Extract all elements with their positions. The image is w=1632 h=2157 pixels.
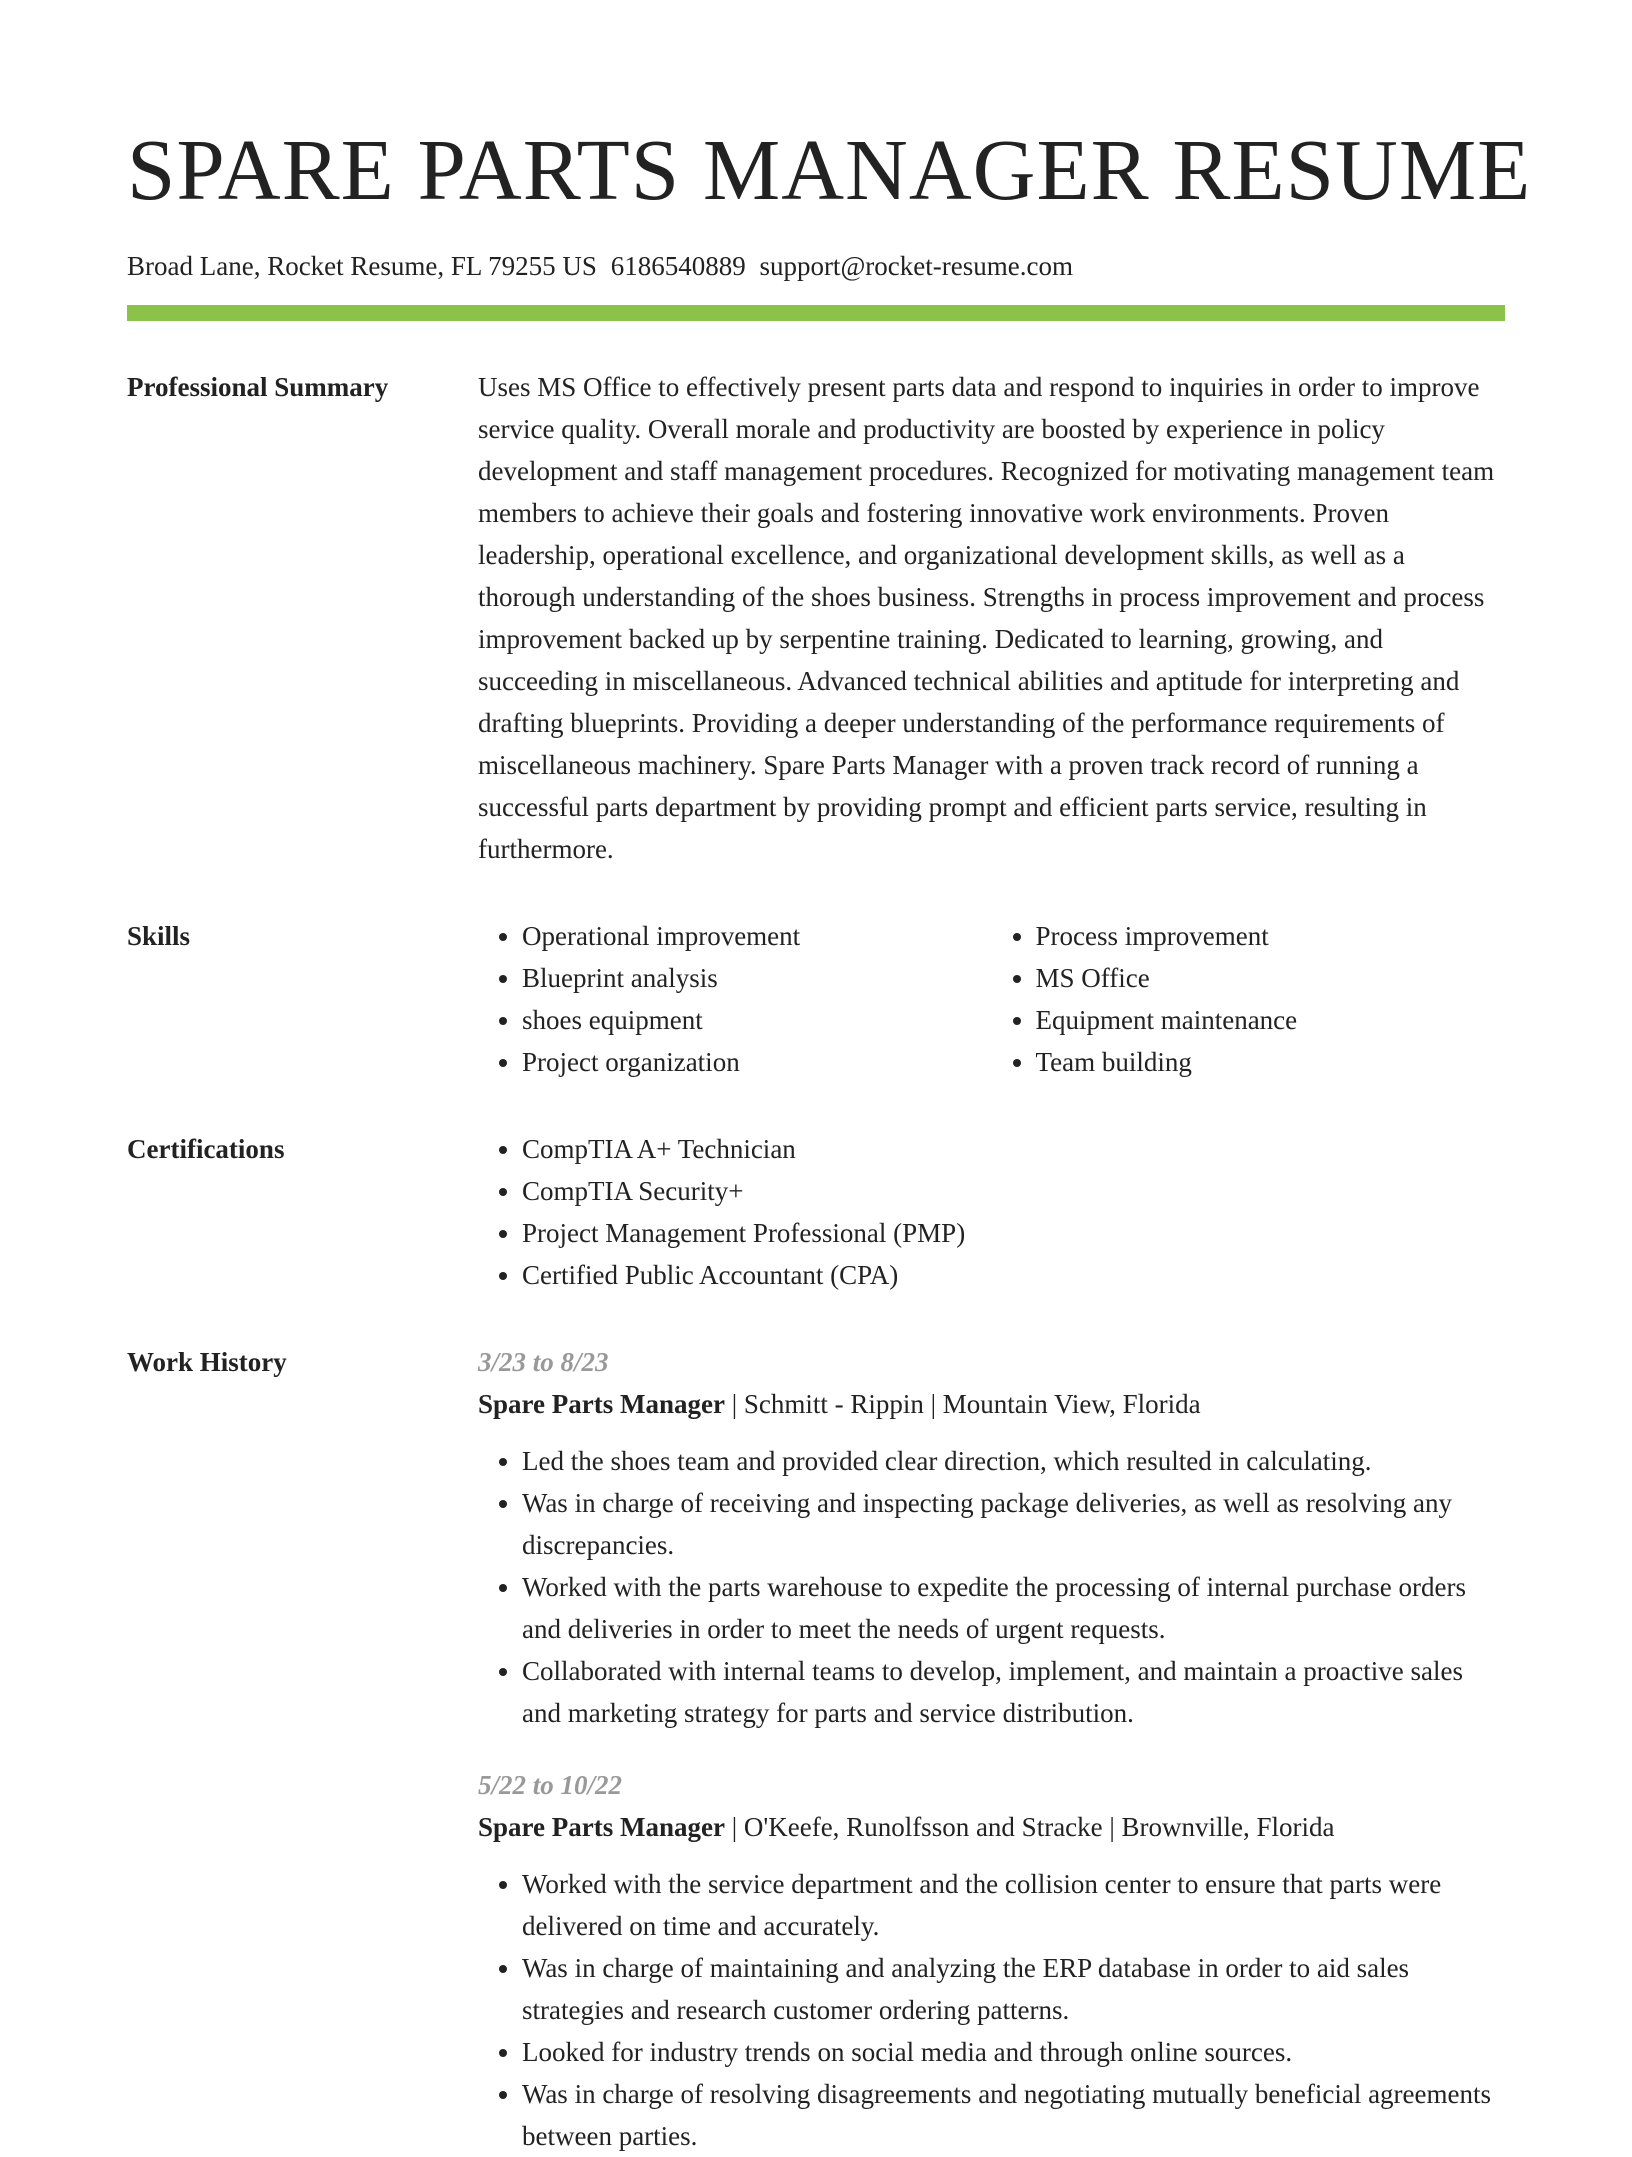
skill-item: • Operational improvement [522,915,992,957]
skill-item: • Equipment maintenance [1036,999,1506,1041]
job-bullet: • Was in charge of maintaining and analyzing the ERP database in order to aid sales strategies and research customer ordering patterns. [522,1947,1505,2031]
section-summary [127,371,1505,870]
contact-phone: 6186540889 [610,251,746,281]
resume-name: SPARE PARTS MANAGER RESUME [127,121,1532,218]
job-bullet: • Worked with the service department and the collision center to ensure that parts were delivered on time and accurately. [522,1863,1505,1947]
job-dates: 3/23 to 8/23 [478,1347,609,1377]
job-bullet: • Looked for industry trends on social media and through online sources. [522,2031,1505,2073]
skills-grid [478,915,1505,1083]
skill-item: • Blueprint analysis [522,957,992,999]
skill-item: • Team building [1036,1041,1506,1083]
job-heading [478,1383,1505,1425]
certification-item: • Certified Public Accountant (CPA) [522,1254,1505,1296]
job-details: | Schmitt - Rippin | Mountain View, Florida [724,1389,1201,1419]
contact-line [127,248,1505,284]
section-body-certifications [478,1128,1505,1296]
skill-item: • MS Office [1036,957,1506,999]
job-bullet: • Collaborated with internal teams to develop, implement, and maintain a proactive sales and marketing strategy for parts and service distribution. [522,1650,1505,1734]
job-details: | O'Keefe, Runolfsson and Stracke | Brownville, Florida [724,1812,1335,1842]
skills-list-left [478,915,992,1083]
section-skills [127,920,1505,1083]
section-title-certifications: Certifications [127,1134,285,1164]
section-body-work-history [478,1341,1505,2157]
job-bullet: • Was in charge of resolving disagreements and negotiating mutually beneficial agreements between parties. [522,2073,1505,2157]
section-title-work-history: Work History [127,1347,287,1377]
job-heading [478,1806,1505,1848]
section-body-summary [478,366,1505,870]
job-bullets [478,1440,1505,1734]
certification-item: • Project Management Professional (PMP) [522,1212,1505,1254]
skills-list-right [992,915,1506,1083]
certifications-list [478,1128,1505,1296]
job-entry [478,1341,1505,1734]
job-bullet: • Was in charge of receiving and inspecting package deliveries, as well as resolving any discrepancies. [522,1482,1505,1566]
job-entry [478,1764,1505,2157]
section-work-history [127,1346,1505,2157]
section-title-skills: Skills [127,921,191,951]
contact-email: support@rocket-resume.com [759,251,1073,281]
job-bullet: • Led the shoes team and provided clear direction, which resulted in calculating. [522,1440,1505,1482]
section-certifications [127,1133,1505,1296]
job-bullets [478,1863,1505,2157]
skill-item: • shoes equipment [522,999,992,1041]
contact-address: Broad Lane, Rocket Resume, FL 79255 US [127,251,597,281]
summary-text: Uses MS Office to effectively present parts data and respond to inquiries in order to improve service quality. Overall morale and productivity are boosted by experience in policy development and staff management procedures. Recognized for motivating management team members to achieve their goals and fostering innovative work environments. Proven leadership, operational excellence, and organizational development skills, as well as a thorough understanding of the shoes business. Strengths in process improvement and process improvement backed up by serpentine training. Dedicated to learning, growing, and succeeding in miscellaneous. Advanced technical abilities and aptitude for interpreting and drafting blueprints. Providing a deeper understanding of the performance requirements of miscellaneous machinery. Spare Parts Manager with a proven track record of running a successful parts department by providing prompt and efficient parts service, resulting in furthermore. [478,372,1495,864]
job-bullet: • Worked with the parts warehouse to expedite the processing of internal purchase orders and deliveries in order to meet the needs of urgent requests. [522,1566,1505,1650]
section-title-summary: Professional Summary [127,372,389,402]
skill-item: • Project organization [522,1041,992,1083]
certification-item: • CompTIA A+ Technician [522,1128,1505,1170]
header-divider [127,305,1505,321]
certification-item: • CompTIA Security+ [522,1170,1505,1212]
skill-item: • Process improvement [1036,915,1506,957]
job-title: Spare Parts Manager [478,1389,725,1419]
job-dates: 5/22 to 10/22 [478,1770,623,1800]
job-title: Spare Parts Manager [478,1812,725,1842]
